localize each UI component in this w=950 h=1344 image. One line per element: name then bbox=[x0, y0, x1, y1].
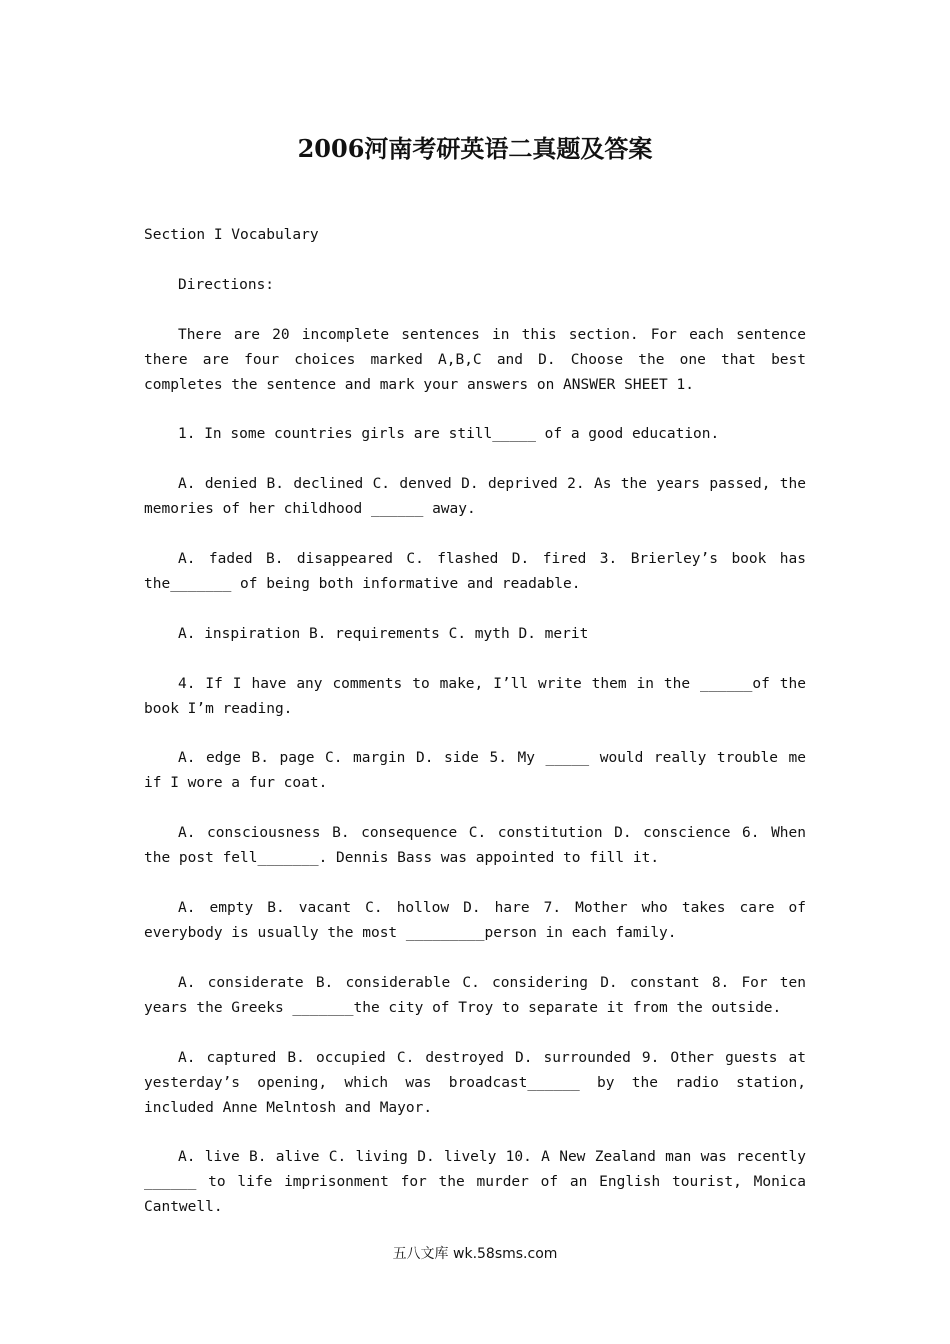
directions-text: There are 20 incomplete sentences in this section. For each sentence there are four choices marked A,B,C and D. Choose the one that best completes the sentence and mark your answers on ANSWER SHEET 1. bbox=[144, 326, 806, 393]
section-heading: Section I Vocabulary bbox=[144, 227, 319, 243]
question-1: 1. In some countries girls are still_____ of a good education. bbox=[178, 426, 720, 443]
page-title: 2006河南考研英语二真题及答案 bbox=[297, 134, 653, 163]
options-8-question-9: A. captured B. occupied C. destroyed D. surrounded 9. Other guests at yesterday’s opening, which was broadcast______ by the radio station, included Anne Melntosh and Mayor. bbox=[144, 1049, 806, 1116]
directions-label: Directions: bbox=[178, 276, 275, 293]
options-9-question-10: A. live B. alive C. living D. lively 10. A New Zealand man was recently ______ to life imprisonment for the murder of an English tourist, Monica Cantwell. bbox=[144, 1149, 806, 1216]
options-3: A. inspiration B. requirements C. myth D. merit bbox=[178, 625, 589, 642]
options-4-question-5: A. edge B. page C. margin D. side 5. My _____ would really trouble me if I wore a fur coat. bbox=[144, 750, 806, 792]
options-1-question-2: A. denied B. declined C. denved D. deprived 2. As the years passed, the memories of her childhood ______ away. bbox=[144, 476, 806, 518]
options-5-question-6: A. consciousness B. consequence C. constitution D. conscience 6. When the post fell_______. Dennis Bass was appointed to fill it. bbox=[144, 825, 806, 867]
options-2-question-3: A. faded B. disappeared C. flashed D. fired 3. Brierley’s book has the_______ of being both informative and readable. bbox=[144, 550, 806, 592]
question-4: 4. If I have any comments to make, I’ll write them in the ______of the book I’m reading. bbox=[144, 675, 806, 717]
options-6-question-7: A. empty B. vacant C. hollow D. hare 7. Mother who takes care of everybody is usually the most _________person in each family. bbox=[144, 899, 806, 941]
options-7-question-8: A. considerate B. considerable C. considering D. constant 8. For ten years the Greeks _______the city of Troy to separate it from the outside. bbox=[144, 974, 806, 1016]
document-body bbox=[144, 223, 806, 1245]
footer-watermark: 五八文库 wk.58sms.com bbox=[392, 1246, 558, 1262]
